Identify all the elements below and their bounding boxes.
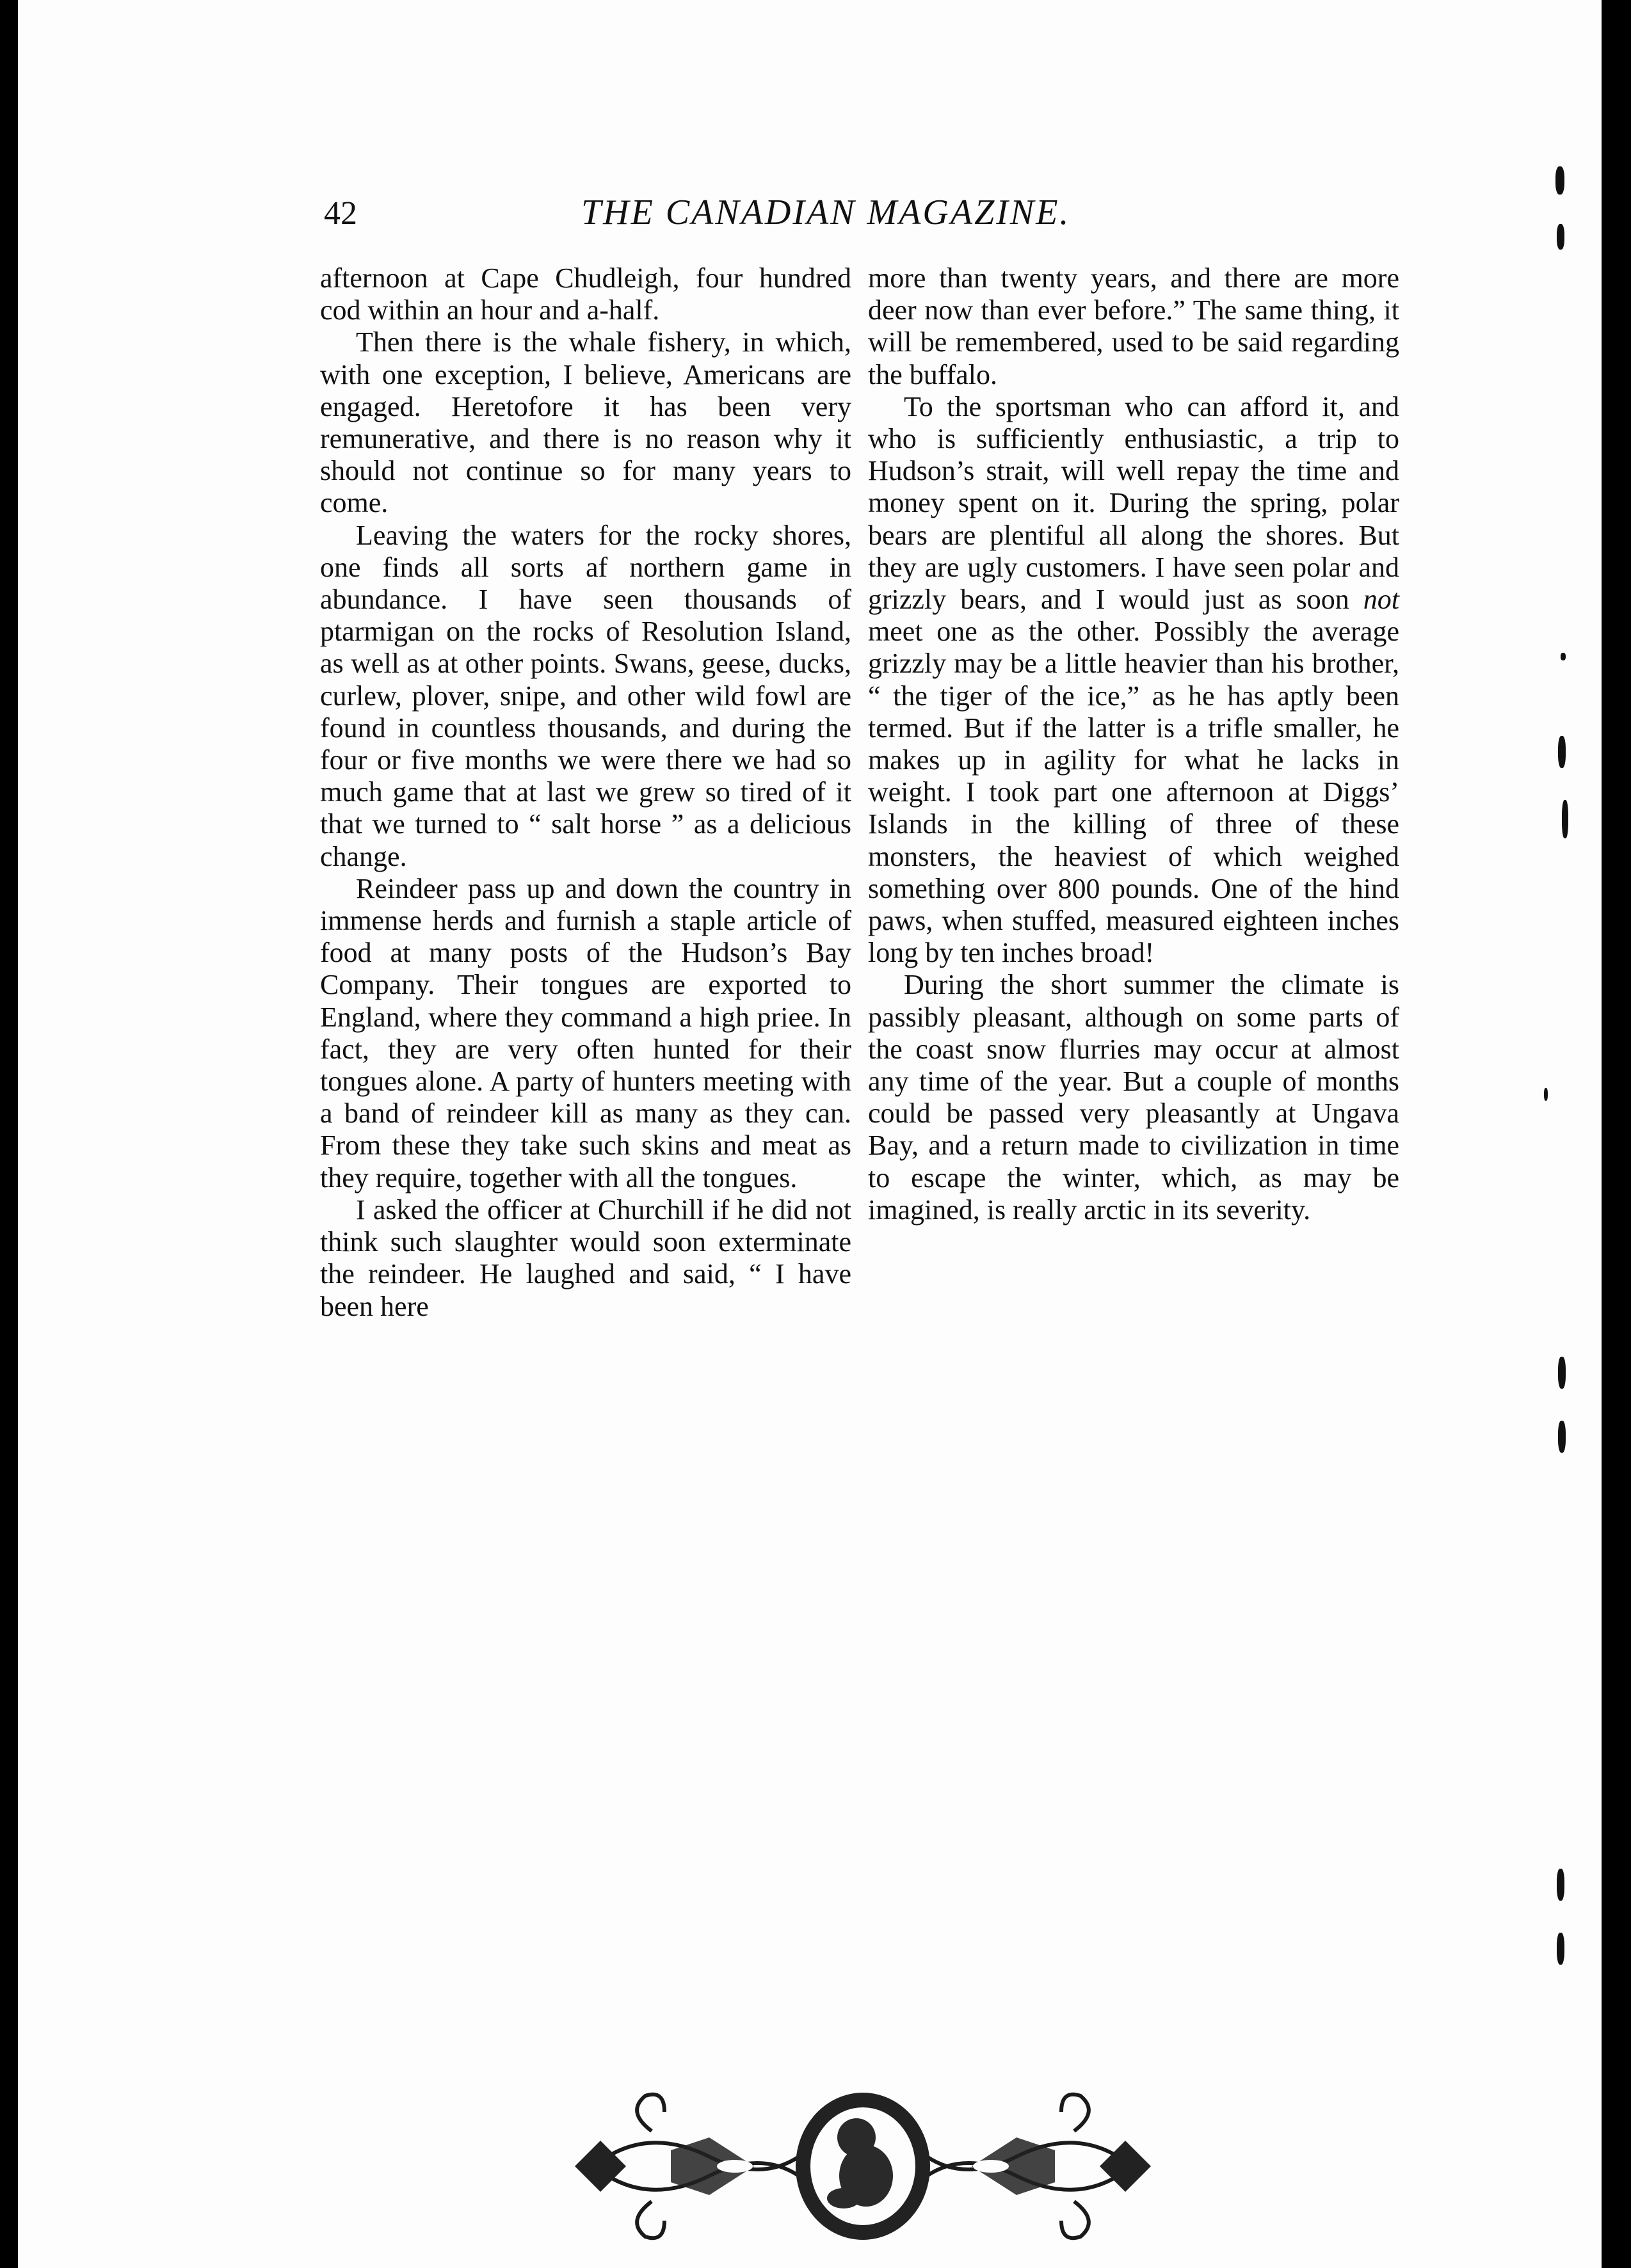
paragraph: I asked the officer at Churchill if he did not think such slaughter would soon exterminate the reindeer. He laughed and said, “ I have been here: [320, 1194, 851, 1322]
page-header: [18, 192, 1602, 243]
paragraph: Then there is the whale fishery, in which, with one exception, I believe, Americans are engaged. Heretofore it has been very remunerative, and there is no reason why it should not continue so for many years to come.: [320, 326, 851, 519]
paragraph: Reindeer pass up and down the country in immense herds and furnish a staple article of food at many posts of the Hudson’s Bay Company. Their tongues are exported to England, where they command a high priee. In fact, they are very often hunted for their tongues alone. A party of hunters meeting with a band of reindeer kill as many as they can. From these they take such skins and meat as they require, together with all the tongues.: [320, 872, 851, 1194]
paragraph: During the short summer the climate is passibly pleasant, although on some parts of the coast snow flurries may occur at almost any time of the year. But a couple of months could be passed very pleasantly at Ungava Bay, and a return made to civilization in time to escape the winter, which, as may be imagined, is really arctic in its severity.: [868, 969, 1399, 1226]
scan-artifact: [1558, 1357, 1566, 1389]
scan-artifact: [1555, 166, 1564, 195]
scan-artifact: [1557, 1869, 1564, 1901]
scan-artifact: [1557, 224, 1564, 250]
paragraph: more than twenty years, and there are more deer now than ever before.” The same thing, it will be remembered, used to be said regarding the buffalo.: [868, 262, 1399, 390]
magazine-page: [18, 0, 1602, 2268]
running-title: THE CANADIAN MAGAZINE.: [581, 193, 1071, 232]
scan-artifact: [1558, 736, 1566, 768]
emphasis-text: not: [1363, 584, 1399, 616]
scan-artifact: [1557, 1933, 1564, 1965]
scan-artifact: [1558, 1421, 1566, 1453]
scan-artifact: [1561, 653, 1566, 660]
right-column: [868, 262, 1399, 1226]
ornamental-tailpiece-icon: [556, 2086, 1170, 2246]
paragraph: afternoon at Cape Chudleigh, four hundred cod within an hour and a-half.: [320, 262, 851, 326]
paragraph-text: meet one as the other. Possibly the average grizzly may be a little heavier than his brother, “ the tiger of the ice,” as he has aptly been termed. But if the latter is a trifle smaller, he makes up in agility for what he lacks in weight. I took part one afternoon at Diggs’ Islands in the killing of three of these monsters, the heaviest of which weighed something over 800 pounds. One of the hind paws, when stuffed, measured eighteen inches long by ten inches broad!: [868, 616, 1399, 969]
paragraph: [868, 391, 1399, 970]
page-number: 42: [324, 195, 357, 232]
scan-artifact: [1562, 800, 1568, 838]
scan-artifact: [1544, 1088, 1548, 1101]
paragraph-text: To the sportsman who can afford it, and who is sufficiently enthusiastic, a trip to Hudson’s strait, will well repay the time and money spent on it. During the spring, polar bears are plentiful all along the shores. But they are ugly customers. I have seen polar and grizzly bears, and I would just as soon: [868, 390, 1399, 616]
left-column: [320, 262, 851, 1323]
paragraph: Leaving the waters for the rocky shores, one finds all sorts af northern game in abundance. I have seen thousands of ptarmigan on the rocks of Resolution Island, as well as at other points. Swans, geese, ducks, curlew, plover, snipe, and other wild fowl are found in countless thousands, and during the four or five months we were there we had so much game that at last we grew so tired of it that we turned to “ salt horse ” as a delicious change.: [320, 519, 851, 872]
